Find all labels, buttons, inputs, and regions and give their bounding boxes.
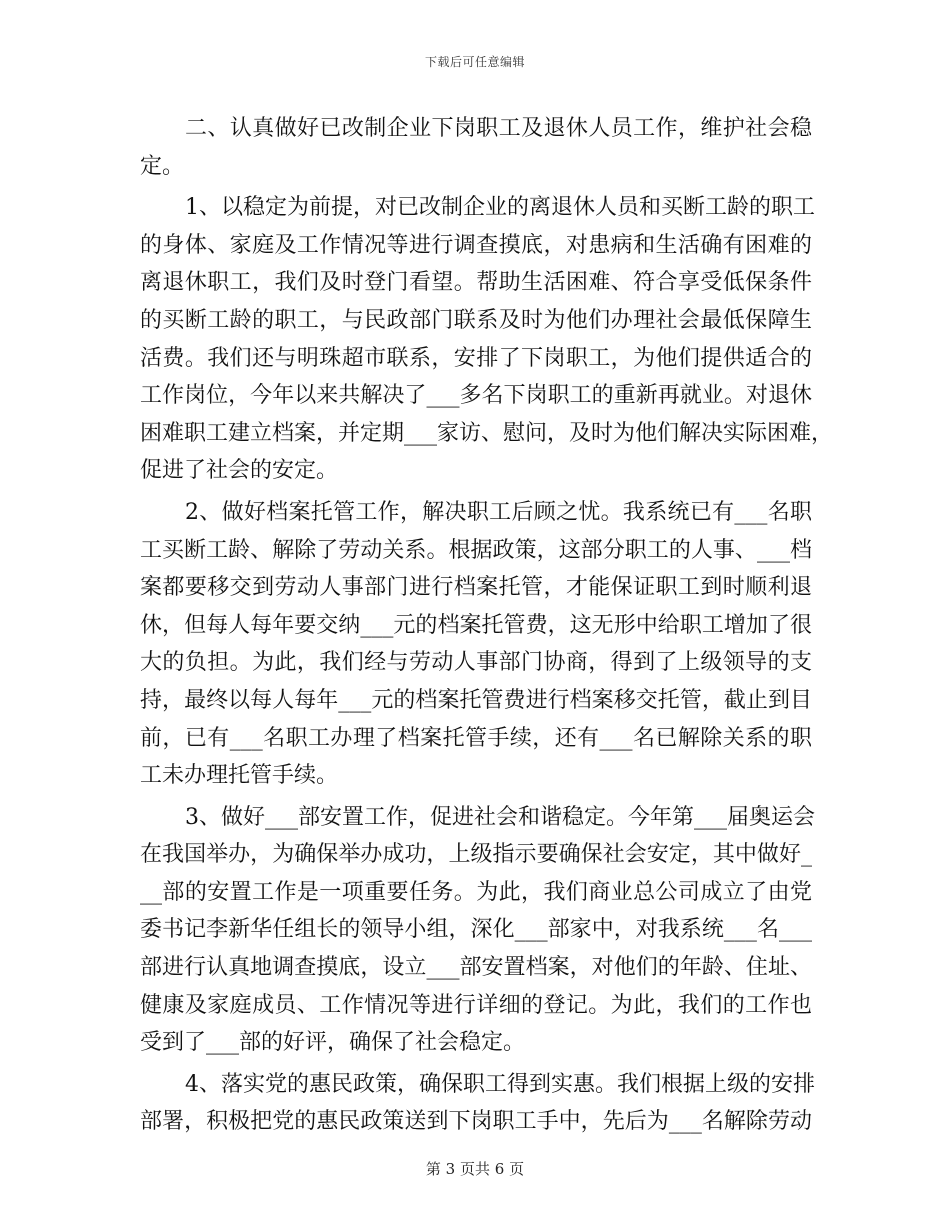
document-body (140, 110, 834, 1141)
paragraph-line: 在我国举办，为确保举办成功，上级指示要确保社会安定，其中做好_ (140, 842, 812, 868)
paragraph-line: 1、以稳定为前提，对已改制企业的离退休人员和买断工龄的职工 (185, 195, 815, 221)
paragraph-line: 健康及家庭成员、工作情况等进行详细的登记。为此，我们的工作也 (140, 992, 812, 1018)
paragraph-line: 3、做好___部安置工作，促进社会和谐稳定。今年第___届奥运会 (185, 804, 815, 830)
paragraph-3 (140, 494, 812, 795)
paragraph-line: 前，已有___名职工办理了档案托管手续，还有___名已解除关系的职 (140, 725, 812, 751)
paragraph-line: 部署，积极把党的惠民政策送到下岗职工手中，先后为___名解除劳动 (140, 1109, 812, 1135)
paragraph-line: 休，但每人每年要交纳___元的档案托管费，这无形中给职工增加了很 (140, 612, 812, 638)
paragraph-line: 大的负担。为此，我们经与劳动人事部门协商，得到了上级领导的支 (140, 650, 812, 676)
paragraph-line: 促进了社会的安定。 (140, 458, 339, 484)
paragraph-line: 工作岗位，今年以来共解决了___多名下岗职工的重新再就业。对退休 (140, 383, 812, 409)
paragraph-line: 二、认真做好已改制企业下岗职工及退休人员工作，维护社会稳 (185, 116, 812, 141)
paragraph-4 (140, 799, 815, 1062)
paragraph-line: 工未办理托管手续。 (140, 763, 339, 789)
paragraph-line: 部进行认真地调查摸底，设立___部安置档案，对他们的年龄、住址、 (140, 955, 812, 981)
paragraph-2 (140, 189, 834, 490)
paragraph-line: 受到了___部的好评，确保了社会稳定。 (140, 1030, 526, 1056)
paragraph-1 (140, 110, 812, 185)
paragraph-line: 工买断工龄、解除了劳动关系。根据政策，这部分职工的人事、___档 (140, 537, 812, 563)
paragraph-line: 持，最终以每人每年___元的档案托管费进行档案移交托管，截止到目 (140, 687, 812, 713)
paragraph-line: 定。 (140, 153, 185, 179)
paragraph-line: 困难职工建立档案，并定期___家访、慰问，及时为他们解决实际困难， (140, 420, 834, 446)
page-footer: 第 3 页共 6 页 (425, 1160, 525, 1178)
paragraph-line: __部的安置工作是一项重要任务。为此，我们商业总公司成立了由党 (140, 879, 812, 905)
paragraph-line: 的买断工龄的职工，与民政部门联系及时为他们办理社会最低保障生 (140, 307, 812, 333)
paragraph-line: 离退休职工，我们及时登门看望。帮助生活困难、符合享受低保条件 (140, 270, 812, 296)
paragraph-line: 案都要移交到劳动人事部门进行档案托管，才能保证职工到时顺利退 (140, 575, 812, 601)
paragraph-line: 4、落实党的惠民政策，确保职工得到实惠。我们根据上级的安排 (185, 1071, 815, 1097)
paragraph-line: 活费。我们还与明珠超市联系，安排了下岗职工，为他们提供适合的 (140, 345, 812, 371)
paragraph-line: 委书记李新华任组长的领导小组，深化___部家中，对我系统___名___ (140, 917, 812, 943)
paragraph-line: 的身体、家庭及工作情况等进行调查摸底，对患病和生活确有困难的 (140, 232, 812, 258)
paragraph-line: 2、做好档案托管工作，解决职工后顾之忧。我系统已有___名职 (185, 499, 812, 525)
page-header: 下载后可任意编辑 (424, 55, 525, 69)
paragraph-5 (140, 1066, 815, 1141)
